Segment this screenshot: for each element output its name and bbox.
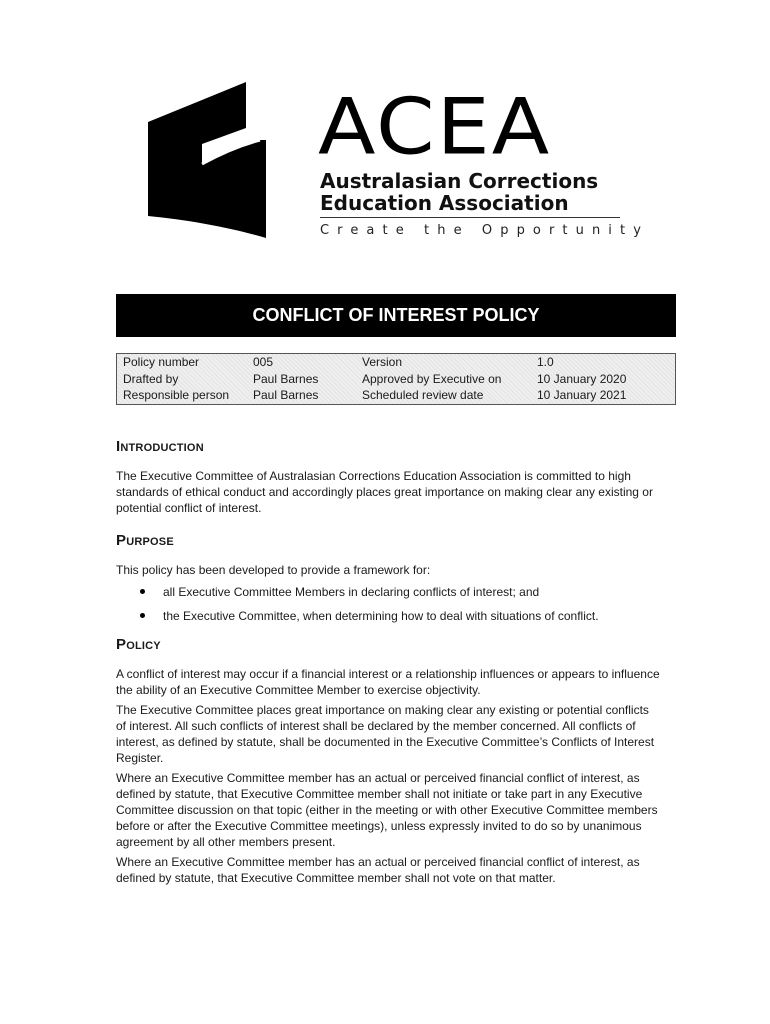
meta-label: Scheduled review date (362, 388, 484, 402)
meta-label: Policy number (123, 355, 200, 369)
paragraph: Where an Executive Committee member has an actual or perceived financial conflict of interest, as defined by statute, that Executive Committee member shall not vote on that matter. (116, 855, 640, 885)
logo-tagline: Create the Opportunity (320, 223, 650, 238)
meta-label: Version (362, 355, 403, 369)
paragraph: This policy has been developed to provide a framework for: (116, 563, 431, 577)
logo-divider (320, 217, 620, 218)
table-row (117, 371, 676, 388)
document-body (116, 436, 661, 890)
purpose-bullet-list (116, 584, 661, 624)
list-item (116, 584, 661, 600)
paragraph: A conflict of interest may occur if a financial interest or a relationship influences or appears to influence the ability of an Executive Committee Member to exercise objectivity. (116, 667, 660, 697)
acea-building-mark-icon (140, 78, 290, 238)
meta-value: Paul Barnes (253, 371, 319, 386)
policy-heading: Policy (116, 636, 161, 653)
purpose-heading: Purpose (116, 532, 174, 549)
table-row (117, 387, 676, 404)
paragraph: Where an Executive Committee member has an actual or perceived financial conflict of interest, as defined by statute, that Executive Committee member shall not initiate or take part in any Executive Committee discussion on that topic (either in the meeting or with other Executive Committee members before or after the Executive Committee meetings), unless expressly invited to do so by unanimous agreement by all other members present. (116, 771, 658, 849)
policy-metadata-table (116, 353, 676, 405)
meta-label: Responsible person (123, 388, 230, 402)
meta-value: 10 January 2021 (537, 388, 627, 402)
meta-value: 1.0 (537, 355, 554, 369)
list-item-text: all Executive Committee Members in declaring conflicts of interest; and (163, 585, 540, 599)
logo-name-line-2: Education Association (320, 191, 569, 215)
meta-label: Drafted by (123, 371, 179, 386)
meta-value: Paul Barnes (253, 388, 319, 402)
document-title: CONFLICT OF INTEREST POLICY (116, 294, 676, 337)
table-row (117, 354, 676, 371)
bullet-icon (140, 613, 145, 618)
list-item (116, 608, 661, 624)
purpose-section (116, 530, 661, 624)
logo-name-line-1: Australasian Corrections (320, 169, 599, 193)
policy-section (116, 634, 661, 886)
meta-label: Approved by Executive on (362, 371, 502, 386)
meta-value: 10 January 2020 (537, 371, 627, 386)
introduction-heading: Introduction (116, 438, 204, 455)
paragraph: The Executive Committee of Australasian Corrections Education Association is committed to high standards of ethical conduct and accordingly places great importance on making clear any existing or potential conflict of interest. (116, 469, 653, 515)
list-item-text: the Executive Committee, when determining how to deal with situations of conflict. (163, 609, 599, 623)
introduction-section (116, 436, 661, 516)
bullet-icon (140, 589, 145, 594)
logo-acronym: ACEA (318, 81, 552, 172)
paragraph: The Executive Committee places great importance on making clear any existing or potential conflicts of interest. All such conflicts of interest shall be declared by the member concerned. All conflicts of interest, as defined by statute, shall be documented in the Executive Committee’s Conflicts of Interest Register. (116, 703, 655, 765)
meta-value: 005 (253, 355, 274, 369)
acea-logo (0, 0, 770, 280)
